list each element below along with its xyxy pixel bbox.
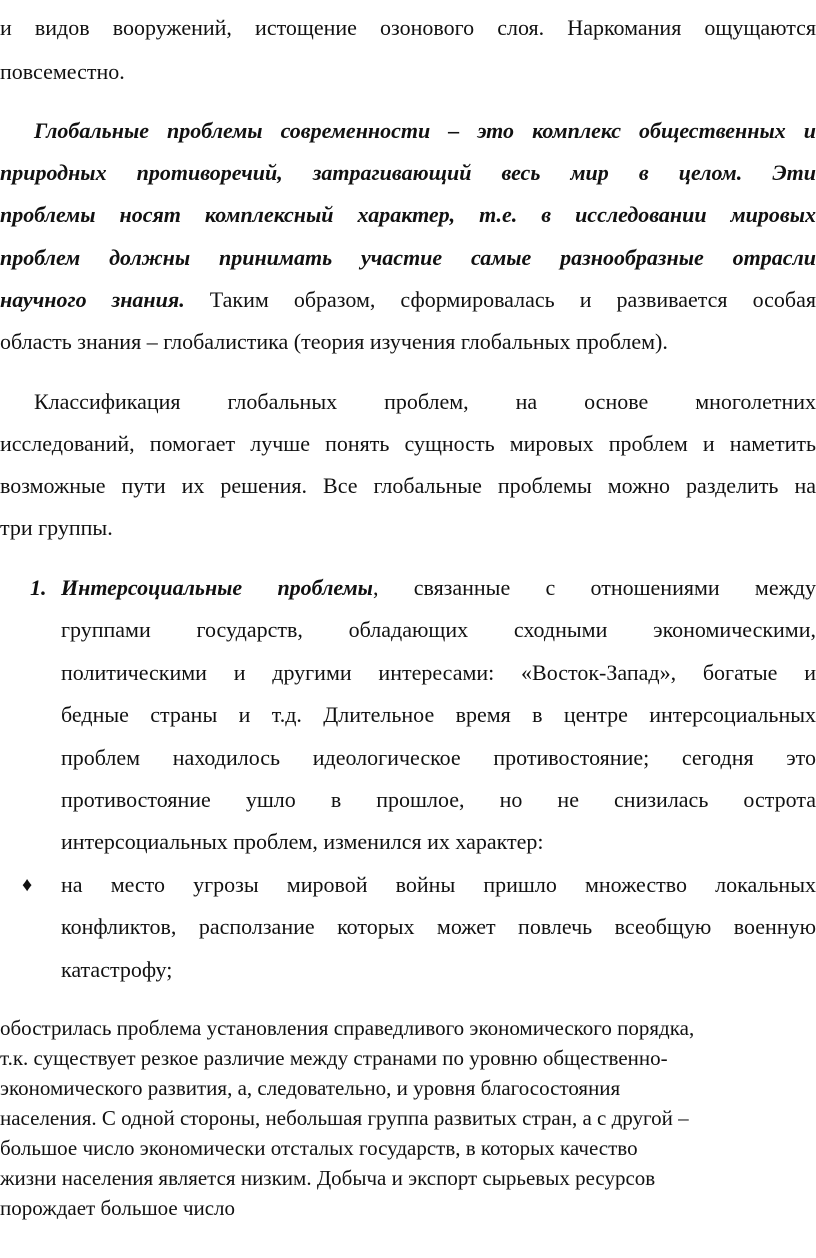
text-line: порождает большое число <box>0 1196 236 1220</box>
text-line: жизни населения является низким. Добыча и экспорт сырьевых ресурсов <box>0 1166 656 1190</box>
list-item-line <box>61 573 816 603</box>
bullet-item-line: конфликтов, расползание которых может повлечь всеобщую военную <box>61 914 816 939</box>
text-line: возможные пути их решения. Все глобальные проблемы можно разделить на <box>0 473 816 498</box>
text-line <box>0 285 816 315</box>
list-item-line: противостояние ушло в прошлое, но не снизилась острота <box>61 787 816 812</box>
text-line: большое число экономически отсталых государств, в которых качество <box>0 1136 638 1160</box>
definition-end: научного знания. <box>0 287 185 312</box>
list-item-line: группами государств, обладающих сходными экономическими, <box>61 617 816 642</box>
text-line: повсеместно. <box>0 59 125 84</box>
definition-line: природных противоречий, затрагивающий весь мир в целом. Эти <box>0 160 816 185</box>
text-line: и видов вооружений, истощение озонового слоя. Наркомания ощущаются <box>0 15 816 40</box>
diamond-bullet-icon: ♦ <box>22 874 33 896</box>
definition-line: проблем должны принимать участие самые разнообразные отрасли <box>0 245 816 270</box>
text-line: область знания – глобалистика (теория изучения глобальных проблем). <box>0 329 668 354</box>
list-number: 1. <box>30 575 47 600</box>
text-segment: , связанные с отношениями между <box>372 575 816 600</box>
bullet-item-line: катастрофу; <box>61 957 173 982</box>
definition-line: Глобальные проблемы современности – это комплекс общественных и <box>34 118 816 143</box>
text-segment: Таким образом, сформировалась и развивается особая <box>184 287 816 312</box>
list-item-line: интерсоциальных проблем, изменился их характер: <box>61 829 544 854</box>
text-line: три группы. <box>0 515 113 540</box>
text-line: обострилась проблема установления справедливого экономического порядка, <box>0 1016 695 1040</box>
text-line: Классификация глобальных проблем, на основе многолетних <box>34 389 816 414</box>
list-item-line: бедные страны и т.д. Длительное время в центре интерсоциальных <box>61 702 816 727</box>
text-line: т.к. существует резкое различие между странами по уровню общественно- <box>0 1046 668 1070</box>
list-item-line: политическими и другими интересами: «Восток-Запад», богатые и <box>61 660 816 685</box>
list-item-line: проблем находилось идеологическое противостояние; сегодня это <box>61 745 816 770</box>
text-line: исследований, помогает лучше понять сущность мировых проблем и наметить <box>0 431 816 456</box>
definition-line: проблемы носят комплексный характер, т.е. в исследовании мировых <box>0 202 816 227</box>
bullet-item-line: на место угрозы мировой войны пришло множество локальных <box>61 872 816 897</box>
text-line: населения. С одной стороны, небольшая группа развитых стран, а с другой – <box>0 1106 689 1130</box>
group-title: Интерсоциальные проблемы <box>61 575 373 600</box>
text-line: экономического развития, а, следовательно, и уровня благосостояния <box>0 1076 621 1100</box>
